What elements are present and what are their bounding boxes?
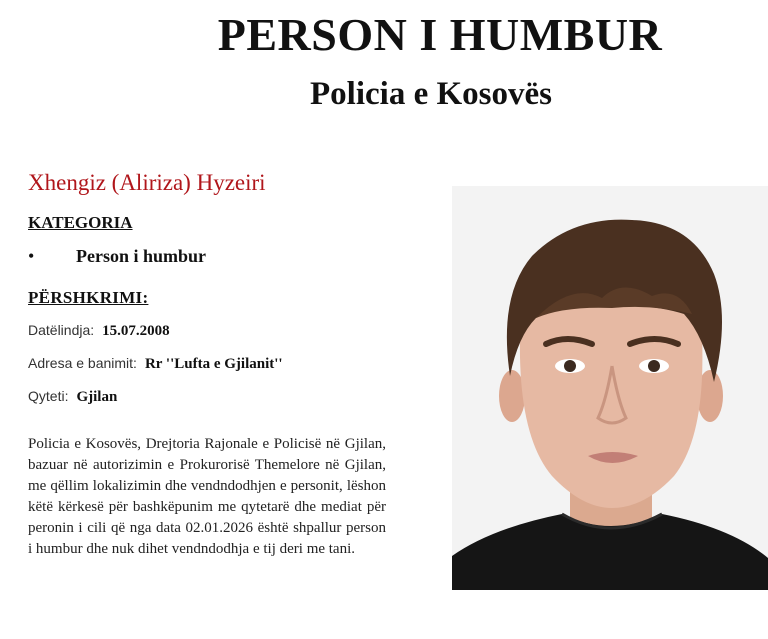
portrait-photo bbox=[452, 186, 768, 590]
page-subtitle: Policia e Kosovës bbox=[310, 76, 552, 112]
address-label: Adresa e banimit: bbox=[28, 355, 137, 371]
city-label: Qyteti: bbox=[28, 388, 69, 404]
address-value: Rr ''Lufta e Gjilanit'' bbox=[144, 356, 283, 372]
birthdate-field bbox=[28, 322, 170, 340]
birthdate-label: Datëlindja: bbox=[28, 322, 95, 338]
city-value: Gjilan bbox=[76, 389, 118, 405]
description-paragraph: Policia e Kosovës, Drejtoria Rajonale e Policisë në Gjilan, bazuar në autorizimin e Prokurorisë Themelore në Gjilan, me qëllim lokalizimin dhe vendndodhjen e personit, lëshon këtë kërkesë për bashkëpunim me qytetarë dhe mediat për peronin i cili që nga data 02.01.2026 është shpallur person i humbur dhe nuk dihet vendndodhja e tij deri me tani. bbox=[28, 436, 386, 557]
category-heading: KATEGORIA bbox=[28, 213, 133, 232]
address-field bbox=[28, 355, 283, 373]
birthdate-value: 15.07.2008 bbox=[102, 323, 170, 339]
category-item-label: Person i humbur bbox=[76, 246, 207, 266]
bullet-icon: • bbox=[28, 246, 35, 266]
description-heading: PËRSHKRIMI: bbox=[28, 288, 149, 307]
portrait-illustration bbox=[452, 186, 768, 590]
city-field bbox=[28, 388, 117, 406]
page-title: PERSON I HUMBUR bbox=[217, 9, 663, 60]
person-name: Xhengiz (Aliriza) Hyzeiri bbox=[28, 170, 266, 195]
